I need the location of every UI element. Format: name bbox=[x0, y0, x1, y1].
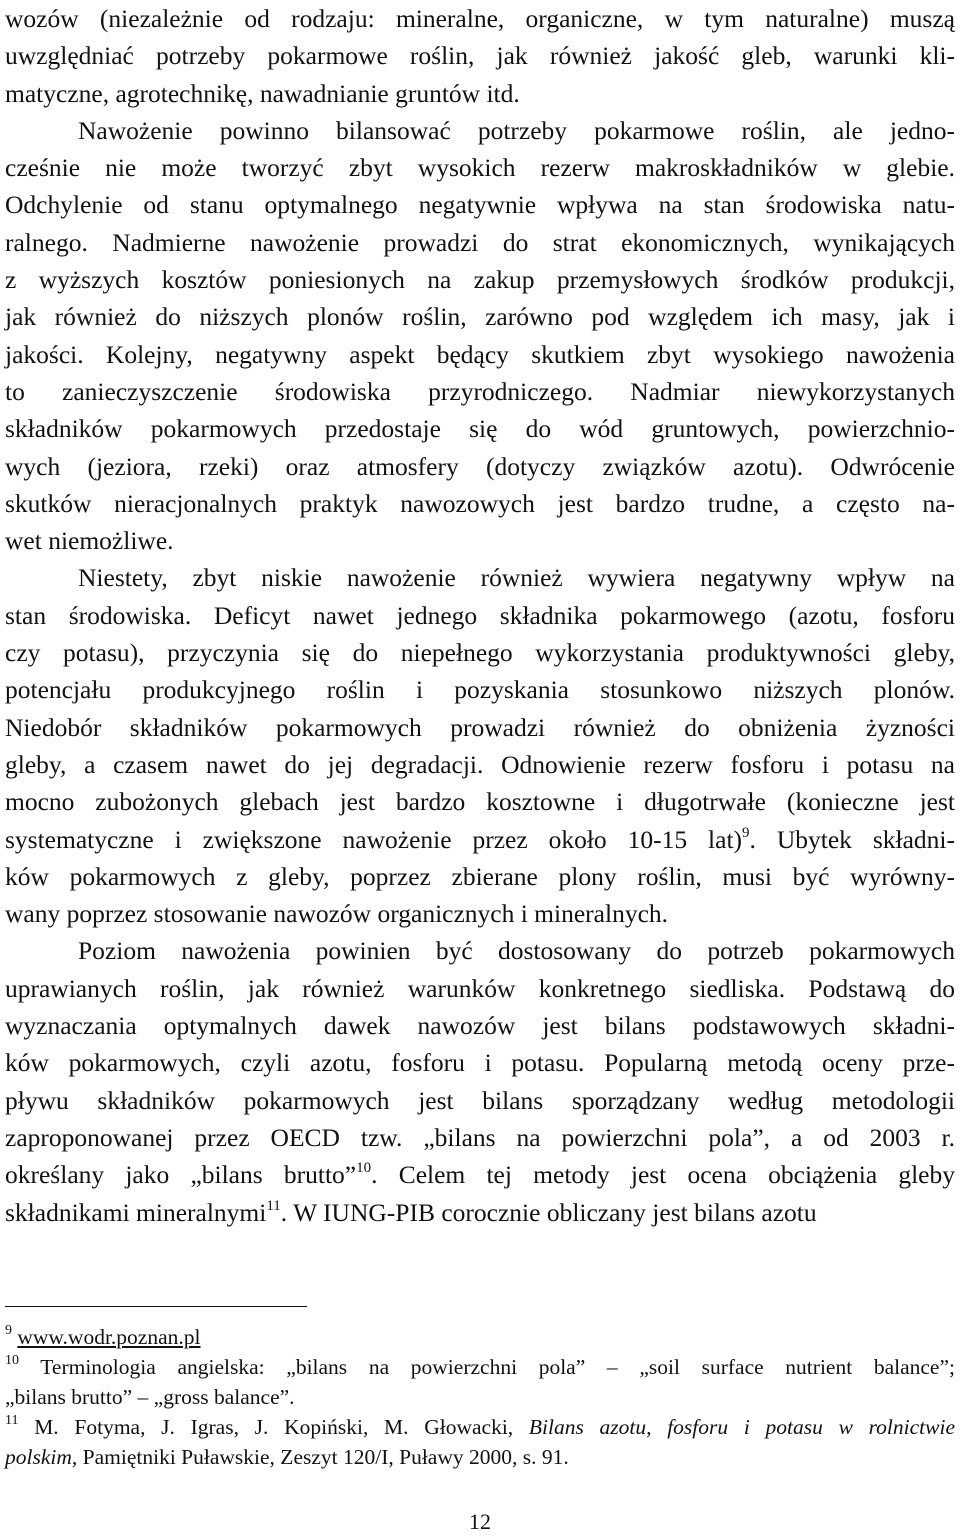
text-line: wet niemożliwe. bbox=[5, 526, 174, 556]
paragraph bbox=[5, 932, 955, 1230]
paragraph bbox=[5, 0, 955, 112]
document-page bbox=[5, 0, 955, 1231]
footnote-link[interactable]: www.wodr.poznan.pl bbox=[17, 1325, 201, 1349]
text-line: składników pokarmowych przedostaje się do wód gruntowych, powierzchnio- bbox=[5, 414, 955, 444]
text-line: pływu składników pokarmowych jest bilans sporządzany według metodologii bbox=[5, 1085, 955, 1115]
footnote-authors: M. Fotyma, J. Igras, J. Kopiński, M. Głowacki, bbox=[34, 1415, 529, 1439]
text-line: Nawożenie powinno bilansować potrzeby pokarmowe roślin, ale jedno- bbox=[78, 115, 955, 145]
text-segment: . Celem tej metody jest ocena obciążenia gleby bbox=[371, 1160, 956, 1190]
text-line: uwzględniać potrzeby pokarmowe roślin, jak również jakość gleb, warunki kli- bbox=[5, 41, 955, 71]
text-line: z wyższych kosztów poniesionych na zakup przemysłowych środków produkcji, bbox=[5, 265, 955, 295]
text-line: matyczne, agrotechnikę, nawadnianie gruntów itd. bbox=[5, 78, 520, 108]
text-segment: . Ubytek składni- bbox=[749, 824, 955, 854]
footnote-text: Terminologia angielska: „bilans na powierzchni pola” – „soil surface nutrient balance”; bbox=[40, 1355, 955, 1379]
paragraph bbox=[5, 559, 955, 932]
text-line: mocno zubożonych glebach jest bardzo kosztowne i długotrwałe (konieczne jest bbox=[5, 787, 955, 817]
footnote-10 bbox=[5, 1352, 955, 1382]
footnote-title: Bilans azotu, fosforu i potasu w rolnictwie bbox=[528, 1415, 955, 1439]
text-segment: . W IUNG-PIB corocznie obliczany jest bilans azotu bbox=[280, 1197, 817, 1227]
paragraph bbox=[5, 112, 955, 560]
text-line: skutków nieracjonalnych praktyk nawozowych jest bardzo trudne, a często na- bbox=[5, 488, 955, 518]
text-line: potencjału produkcyjnego roślin i pozyskania stosunkowo niższych plonów. bbox=[5, 675, 955, 705]
footnote-reference[interactable]: 10 bbox=[356, 1160, 372, 1177]
text-line: Odchylenie od stanu optymalnego negatywnie wpływa na stan środowiska natu- bbox=[5, 190, 955, 220]
text-line: ków pokarmowych z gleby, poprzez zbierane plony roślin, musi być wyrówny- bbox=[5, 861, 955, 891]
text-line: ków pokarmowych, czyli azotu, fosforu i potasu. Popularną metodą oceny prze- bbox=[5, 1048, 955, 1078]
page-number: 12 bbox=[469, 1509, 491, 1534]
text-segment: określany jako „bilans brutto” bbox=[5, 1160, 357, 1190]
text-line: stan środowiska. Deficyt nawet jednego składnika pokarmowego (azotu, fosforu bbox=[5, 600, 955, 630]
text-line: cześnie nie może tworzyć zbyt wysokich rezerw makroskładników w glebie. bbox=[5, 153, 955, 183]
text-line bbox=[5, 1156, 955, 1193]
text-line: uprawianych roślin, jak również warunków konkretnego siedliska. Podstawą do bbox=[5, 973, 955, 1003]
text-segment: systematyczne i zwiększone nawożenie przez około 10-15 lat) bbox=[5, 824, 743, 854]
footnote-10-continued bbox=[5, 1382, 955, 1412]
text-line: gleby, a czasem nawet do jej degradacji. Odnowienie rezerw fosforu i potasu na bbox=[5, 749, 955, 779]
footnote-11 bbox=[5, 1412, 955, 1442]
text-line: ralnego. Nadmierne nawożenie prowadzi do strat ekonomicznych, wynikających bbox=[5, 227, 955, 257]
text-line: Niestety, zbyt niskie nawożenie również wywiera negatywny wpływ na bbox=[78, 563, 955, 593]
footnote-11-continued bbox=[5, 1442, 955, 1472]
text-line: zaproponowanej przez OECD tzw. „bilans na powierzchni pola”, a od 2003 r. bbox=[5, 1122, 955, 1152]
text-line: to zanieczyszczenie środowiska przyrodniczego. Nadmiar niewykorzystanych bbox=[5, 376, 955, 406]
text-segment: składnikami mineralnymi bbox=[5, 1197, 267, 1227]
footnote-source: Pamiętniki Puławskie, Zeszyt 120/I, Puławy 2000, s. 91. bbox=[77, 1445, 569, 1469]
footnote-reference[interactable]: 11 bbox=[266, 1197, 281, 1214]
text-line: jak również do niższych plonów roślin, zarówno pod względem ich masy, jak i bbox=[5, 302, 955, 332]
footnote-reference[interactable]: 9 bbox=[742, 824, 750, 841]
text-line: wozów (niezależnie od rodzaju: mineralne, organiczne, w tym naturalne) muszą bbox=[5, 4, 955, 33]
body-text bbox=[5, 0, 955, 1231]
text-line bbox=[5, 821, 955, 858]
footnote-mark: 9 bbox=[5, 1323, 12, 1338]
footnote-text: „bilans brutto” – „gross balance”. bbox=[5, 1385, 295, 1409]
text-line: czy potasu), przyczynia się do niepełnego wykorzystania produktywności gleby, bbox=[5, 638, 955, 668]
text-line: wyznaczania optymalnych dawek nawozów jest bilans podstawowych składni- bbox=[5, 1011, 955, 1041]
footnote-separator bbox=[5, 1306, 307, 1307]
footnote-title-continued: polskim, bbox=[5, 1445, 78, 1469]
text-line: jakości. Kolejny, negatywny aspekt będący skutkiem zbyt wysokiego nawożenia bbox=[5, 339, 955, 369]
footnote-9 bbox=[5, 1322, 955, 1352]
text-line: wany poprzez stosowanie nawozów organicznych i mineralnych. bbox=[5, 899, 669, 929]
text-line bbox=[5, 1194, 955, 1231]
footnote-mark: 11 bbox=[5, 1413, 19, 1428]
text-line: Niedobór składników pokarmowych prowadzi również do obniżenia żyzności bbox=[5, 712, 955, 742]
text-line: Poziom nawożenia powinien być dostosowany do potrzeb pokarmowych bbox=[78, 936, 955, 966]
text-line: wych (jeziora, rzeki) oraz atmosfery (dotyczy związków azotu). Odwrócenie bbox=[5, 451, 955, 481]
footnote-mark: 10 bbox=[5, 1353, 19, 1368]
